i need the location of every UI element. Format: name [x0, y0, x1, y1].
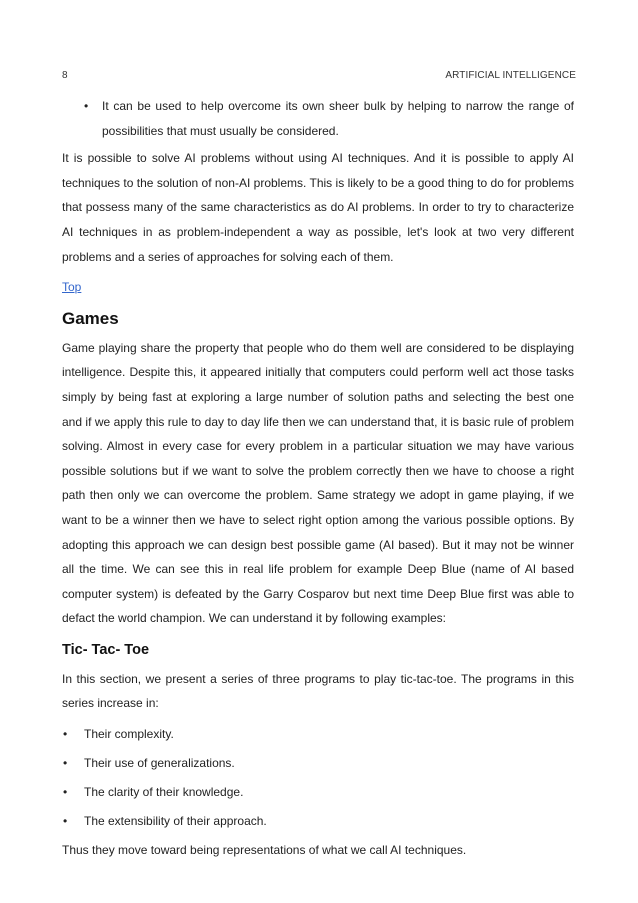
- page-header: [62, 70, 576, 84]
- games-heading: Games: [62, 308, 119, 328]
- bullet-icon: •: [63, 814, 68, 829]
- tictactoe-intro: In this section, we present a series of three programs to play tic-tac-toe. The programs in this series increase in:: [62, 671, 574, 711]
- page-number: 8: [62, 70, 68, 81]
- list-item: [62, 751, 574, 775]
- bullet-icon: •: [63, 785, 68, 800]
- list-item-text: Their complexity.: [84, 727, 174, 742]
- games-paragraph: Game playing share the property that people who do them well are considered to be displaying intelligence. Despite this, it appeared initially that computers could perform well act those tasks simply by being fast at exploring a large number of solution paths and selecting the best one and if we apply this rule to day to day life then we can understand that, it is basic rule of problem solving. Almost in every case for every problem in a particular situation we may have various possible solutions but if we want to solve the problem correctly then we have to choose a right path then only we can overcome the problem. Same strategy we adopt in game playing, if we want to be a winner then we have to select right option among the various possible options. By adopting this approach we can design best possible game (AI based). But it may not be winner all the time. We can see this in real life problem for example Deep Blue (name of AI based computer system) is defeated by the Garry Cosparov but next time Deep Blue first was able to defact the world champion. We can understand it by following examples:: [62, 340, 574, 626]
- bullet-icon: •: [84, 99, 89, 113]
- running-title: ARTIFICIAL INTELLIGENCE: [445, 70, 576, 81]
- intro-bullet-text: It can be used to help overcome its own sheer bulk by helping to narrow the range of possibilities that must usually be considered.: [102, 99, 574, 138]
- list-item: [62, 722, 574, 746]
- page-content: [62, 94, 574, 863]
- intro-paragraph: It is possible to solve AI problems without using AI techniques. And it is possible to apply AI techniques to the solution of non-AI problems. This is likely to be a good thing to do for problems that possess many of the same characteristics as do AI problems. In order to try to characterize AI techniques in as problem-independent a way as possible, let's look at two very different problems and a series of approaches for solving each of them.: [62, 151, 574, 264]
- list-item-text: The extensibility of their approach.: [84, 814, 267, 829]
- list-item-text: Their use of generalizations.: [84, 756, 235, 771]
- tictactoe-list: [62, 722, 574, 833]
- list-item: [62, 809, 574, 833]
- list-item-text: The clarity of their knowledge.: [84, 785, 244, 800]
- bullet-icon: •: [63, 756, 68, 771]
- top-link[interactable]: Top: [62, 280, 82, 295]
- bullet-icon: •: [63, 727, 68, 742]
- tictactoe-heading: Tic- Tac- Toe: [62, 641, 150, 658]
- list-item: [62, 780, 574, 804]
- closing-paragraph: Thus they move toward being representations of what we call AI techniques.: [62, 843, 467, 858]
- intro-bullet: [62, 94, 574, 143]
